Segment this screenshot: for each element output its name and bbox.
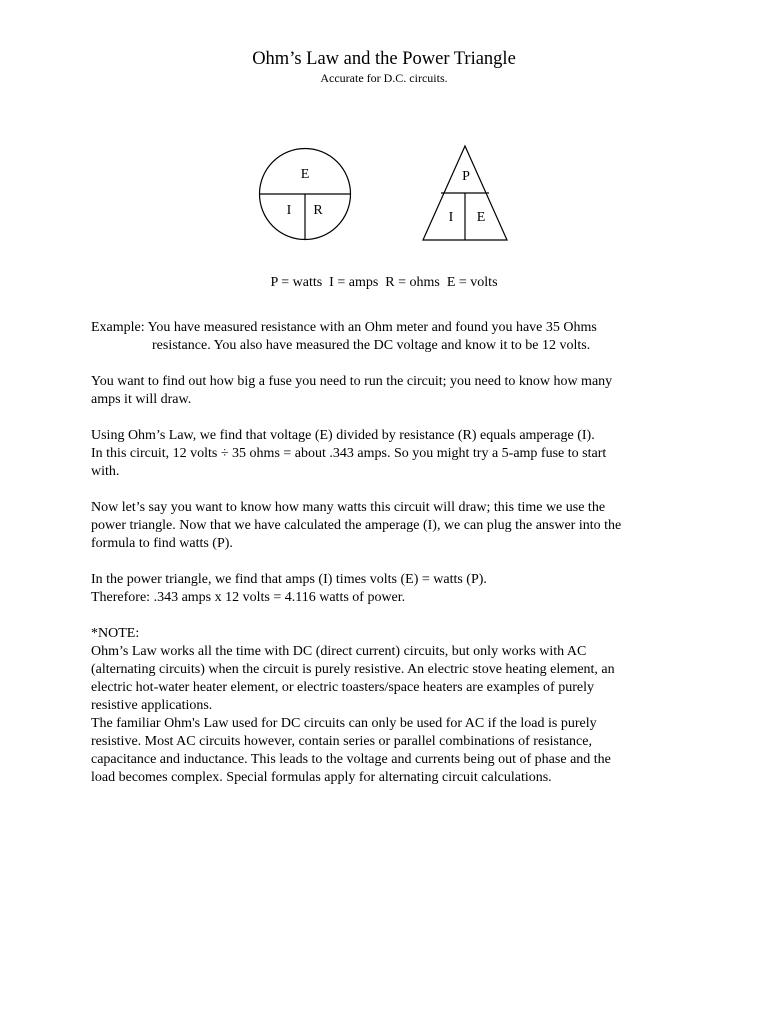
formula-diagrams [0,0,768,260]
text-line: Using Ohm’s Law, we find that voltage (E) divided by resistance (R) equals amperage (I). [91,428,595,443]
example-paragraph [91,319,691,355]
text-line: Ohm’s Law works all the time with DC (direct current) circuits, but only works with AC [91,644,587,659]
text-line: Example: You have measured resistance with an Ohm meter and found you have 35 Ohms [91,320,597,335]
text-line: In this circuit, 12 volts ÷ 35 ohms = about .343 amps. So you might try a 5-amp fuse to start [91,446,607,461]
text-line: In the power triangle, we find that amps (I) times volts (E) = watts (P). [91,572,487,587]
text-line: resistance. You also have measured the DC voltage and know it to be 12 volts. [152,338,591,353]
note-paragraph [91,625,691,787]
text-line: capacitance and inductance. This leads to the voltage and currents being out of phase and the [91,752,611,767]
text-line: formula to find watts (P). [91,536,233,551]
text-line: You want to find out how big a fuse you need to run the circuit; you need to know how many [91,374,613,389]
fuse-paragraph [91,373,691,409]
ohms-law-circle [260,149,351,240]
power-calc-paragraph [91,571,691,607]
page-title: Ohm’s Law and the Power Triangle [252,49,516,69]
text-line: amps it will draw. [91,392,192,407]
power-triangle [423,146,507,240]
circle-label-r: R [313,203,323,218]
text-line: The familiar Ohm's Law used for DC circuits can only be used for AC if the load is purely [91,716,597,731]
ohms-law-paragraph [91,427,691,481]
text-line: with. [91,464,120,479]
text-line: electric hot-water heater element, or electric toasters/space heaters are examples of purely [91,680,594,695]
text-line: Therefore: .343 amps x 12 volts = 4.116 watts of power. [91,590,406,605]
variable-legend: P = watts I = amps R = ohms E = volts [270,275,498,290]
text-line: power triangle. Now that we have calculated the amperage (I), we can plug the answer into the [91,518,622,533]
text-line: load becomes complex. Special formulas apply for alternating circuit calculations. [91,770,552,785]
circle-label-i: I [286,203,292,218]
triangle-label-p: P [462,169,470,184]
document-body [91,319,691,805]
text-line: (alternating circuits) when the circuit is purely resistive. An electric stove heating element, an [91,662,615,677]
text-line: *NOTE: [91,626,140,641]
circle-label-e: E [300,167,310,182]
text-line: resistive applications. [91,698,213,713]
watts-paragraph [91,499,691,553]
page-subtitle: Accurate for D.C. circuits. [320,71,448,85]
text-line: resistive. Most AC circuits however, contain series or parallel combinations of resistance, [91,734,592,749]
triangle-label-i: I [448,210,454,225]
triangle-label-e: E [476,210,486,225]
text-line: Now let’s say you want to know how many watts this circuit will draw; this time we use the [91,500,606,515]
